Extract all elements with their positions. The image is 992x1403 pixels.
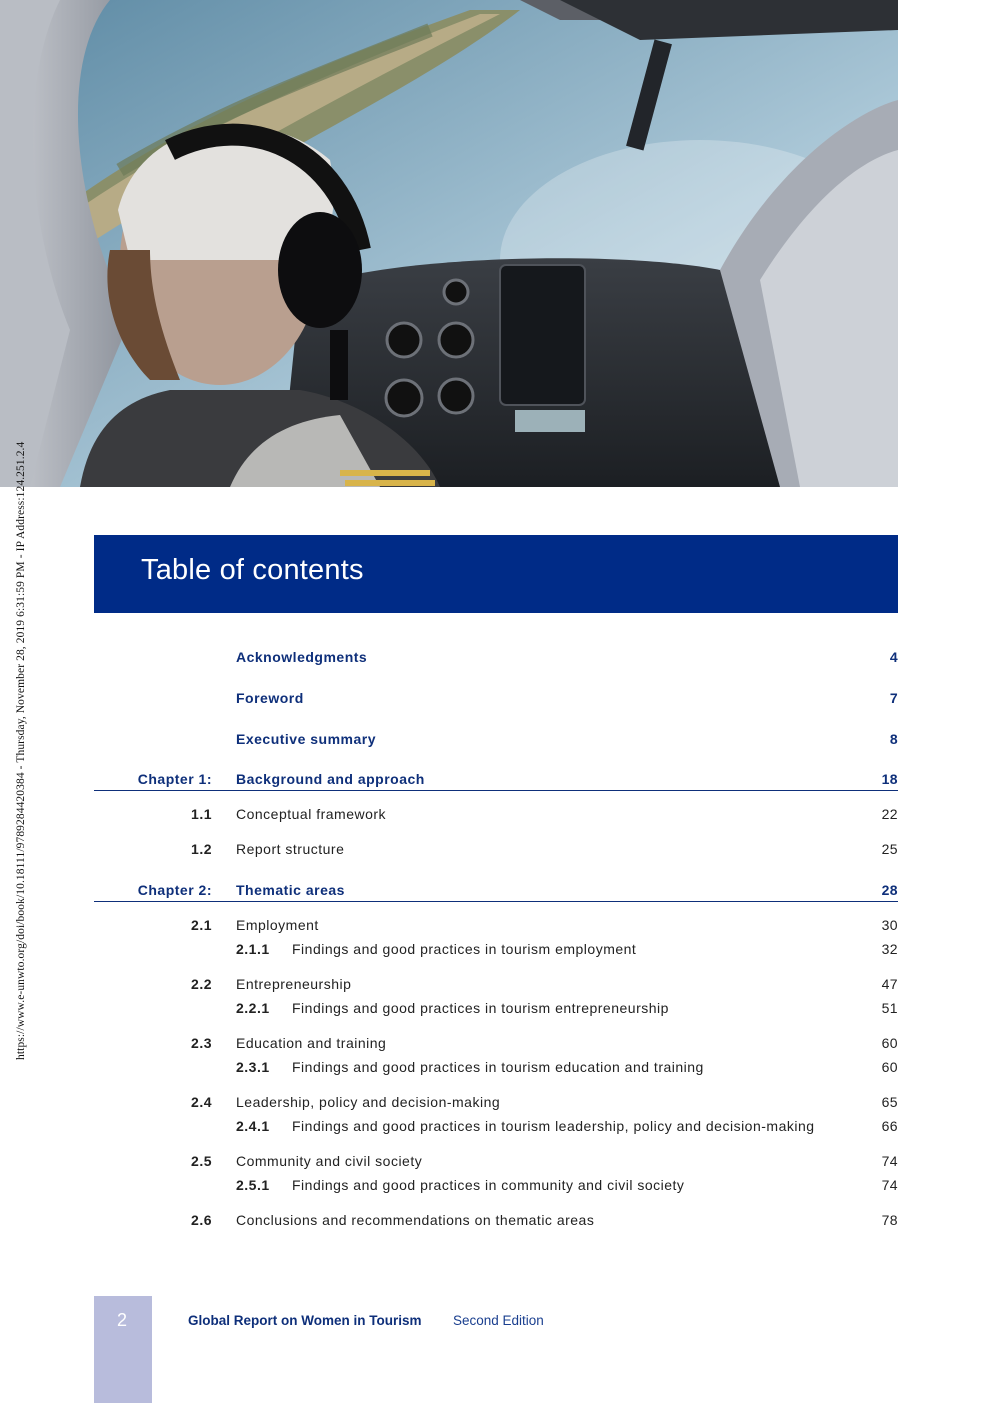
section-title: Entrepreneurship xyxy=(236,976,352,992)
table-of-contents xyxy=(94,640,898,1232)
section-number: 2.3 xyxy=(191,1035,212,1051)
helicopter-cockpit-illustration xyxy=(0,0,898,487)
subsection-page: 60 xyxy=(881,1059,898,1075)
subsection-number: 2.4.1 xyxy=(236,1118,270,1134)
toc-section-2-6[interactable] xyxy=(94,1209,898,1232)
subsection-title: Findings and good practices in tourism employment xyxy=(292,941,637,957)
toc-section-2-4[interactable] xyxy=(94,1091,898,1114)
subsection-title: Findings and good practices in tourism leadership, policy and decision-making xyxy=(292,1118,815,1134)
toc-section-2-2[interactable] xyxy=(94,973,898,996)
section-number: 1.1 xyxy=(191,806,212,822)
toc-entry-page: 4 xyxy=(889,649,898,665)
subsection-page: 32 xyxy=(881,941,898,957)
subsection-title: Findings and good practices in tourism entrepreneurship xyxy=(292,1000,669,1016)
section-title: Conceptual framework xyxy=(236,806,387,822)
toc-entry-title: Acknowledgments xyxy=(236,649,368,665)
section-title: Employment xyxy=(236,917,319,933)
section-page: 65 xyxy=(881,1094,898,1110)
subsection-title: Findings and good practices in community and civil society xyxy=(292,1177,685,1193)
page-number-tab xyxy=(94,1296,152,1403)
chapter-page: 18 xyxy=(881,771,898,787)
section-number: 2.6 xyxy=(191,1212,212,1228)
toc-section-2-3[interactable] xyxy=(94,1032,898,1055)
subsection-page: 74 xyxy=(881,1177,898,1193)
subsection-number: 2.5.1 xyxy=(236,1177,270,1193)
chapter-title: Background and approach xyxy=(236,771,425,787)
toc-title-banner xyxy=(94,535,898,613)
section-number: 2.1 xyxy=(191,917,212,933)
section-number: 2.5 xyxy=(191,1153,212,1169)
subsection-page: 51 xyxy=(881,1000,898,1016)
cover-photo xyxy=(0,0,898,487)
section-page: 22 xyxy=(881,806,898,822)
chapter-label: Chapter 2: xyxy=(137,882,212,898)
toc-section-2-1[interactable] xyxy=(94,914,898,937)
toc-subsection-2-2-1[interactable] xyxy=(94,997,898,1020)
section-number: 2.2 xyxy=(191,976,212,992)
toc-entry-foreword[interactable] xyxy=(94,687,898,710)
toc-section-2-5[interactable] xyxy=(94,1150,898,1173)
page-title: Table of contents xyxy=(141,554,364,586)
section-title: Conclusions and recommendations on thematic areas xyxy=(236,1212,595,1228)
toc-entry-title: Executive summary xyxy=(236,731,377,747)
page-number: 2 xyxy=(117,1310,128,1330)
toc-subsection-2-3-1[interactable] xyxy=(94,1056,898,1079)
subsection-title: Findings and good practices in tourism education and training xyxy=(292,1059,704,1075)
toc-entry-title: Foreword xyxy=(236,690,304,706)
toc-section-1-2[interactable] xyxy=(94,838,898,861)
section-page: 60 xyxy=(881,1035,898,1051)
chapter-page: 28 xyxy=(881,882,898,898)
section-page: 30 xyxy=(881,917,898,933)
toc-entry-executive-summary[interactable] xyxy=(94,728,898,751)
toc-subsection-2-4-1[interactable] xyxy=(94,1115,898,1138)
section-title: Education and training xyxy=(236,1035,387,1051)
section-page: 25 xyxy=(881,841,898,857)
subsection-page: 66 xyxy=(881,1118,898,1134)
section-number: 2.4 xyxy=(191,1094,212,1110)
subsection-number: 2.2.1 xyxy=(236,1000,270,1016)
chapter-title: Thematic areas xyxy=(236,882,345,898)
subsection-number: 2.3.1 xyxy=(236,1059,270,1075)
toc-chapter-1[interactable] xyxy=(94,768,898,791)
toc-section-1-1[interactable] xyxy=(94,803,898,826)
toc-entry-page: 8 xyxy=(889,731,898,747)
download-stamp: https://www.e-unwto.org/doi/book/10.18111/9789284420384 - Thursday, November 28, 2019 6:31:59 PM - IP Address:124.251.2.4 xyxy=(15,441,27,1060)
chapter-label: Chapter 1: xyxy=(137,771,212,787)
toc-entry-acknowledgments[interactable] xyxy=(94,646,898,669)
section-title: Leadership, policy and decision-making xyxy=(236,1094,501,1110)
section-title: Community and civil society xyxy=(236,1153,423,1169)
section-page: 74 xyxy=(881,1153,898,1169)
section-number: 1.2 xyxy=(191,841,212,857)
section-page: 78 xyxy=(881,1212,898,1228)
footer-report-title: Global Report on Women in Tourism xyxy=(188,1313,422,1328)
section-title: Report structure xyxy=(236,841,345,857)
subsection-number: 2.1.1 xyxy=(236,941,270,957)
toc-subsection-2-5-1[interactable] xyxy=(94,1174,898,1197)
footer-edition: Second Edition xyxy=(453,1313,544,1328)
toc-subsection-2-1-1[interactable] xyxy=(94,938,898,961)
toc-entry-page: 7 xyxy=(889,690,898,706)
toc-chapter-2[interactable] xyxy=(94,879,898,902)
section-page: 47 xyxy=(881,976,898,992)
